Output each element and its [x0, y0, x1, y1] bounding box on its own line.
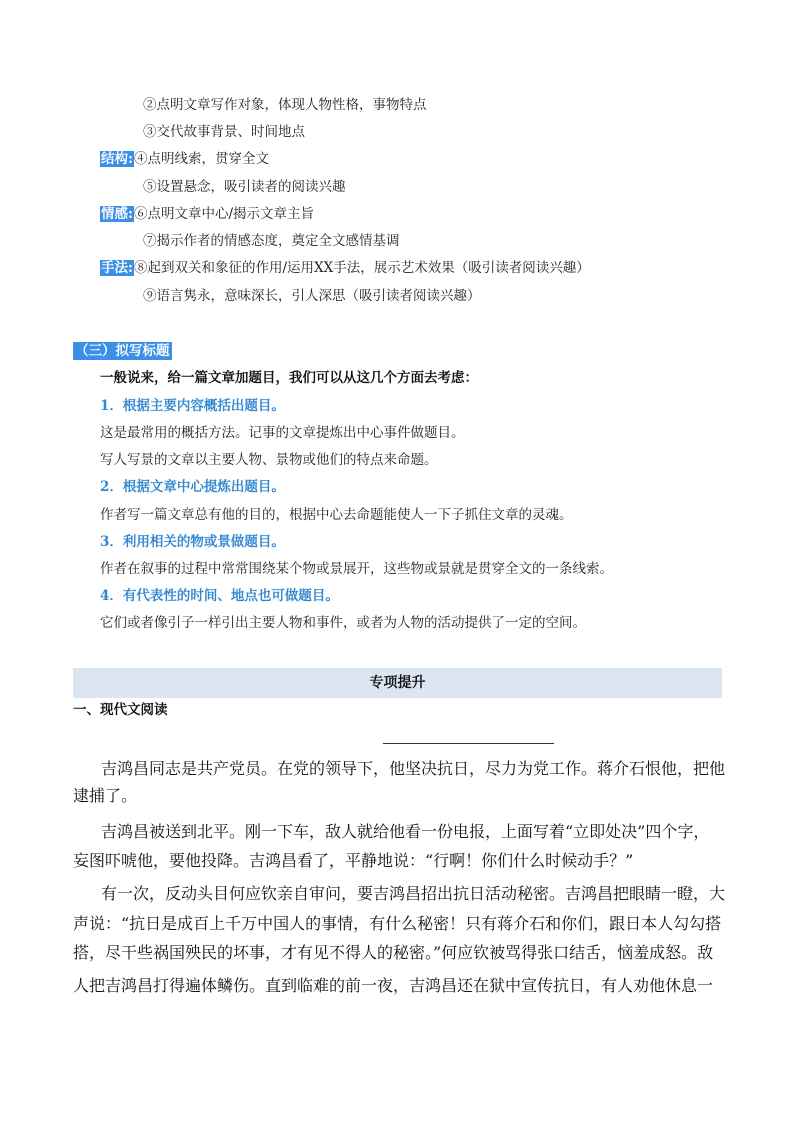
part-1-heading: 一、现代文阅读: [73, 702, 168, 718]
title-blank-line: [383, 743, 554, 744]
method-1-text-1: 这是最常用的概括方法。记事的文章提炼出中心事件做题目。: [100, 425, 465, 441]
section-3-tag: （三）拟写标题: [75, 343, 170, 359]
method-2-text: 作者写一篇文章总有他的目的，根据中心去命题能使人一下子抓住文章的灵魂。: [100, 507, 573, 523]
list-item-3: ③交代故事背景、时间地点: [143, 124, 305, 140]
story-p2-line-2: 妄图吓唬他，要他投降。吉鸿昌看了，平静地说：“行啊！你们什么时候动手？”: [73, 851, 634, 870]
method-3-text: 作者在叙事的过程中常常围绕某个物或景展开，这些物或景就是贯穿全文的一条线索。: [100, 561, 613, 577]
story-p3-line-3: 搭，尽干些祸国殃民的坏事，才有见不得人的秘密。”何应钦被骂得张口结舌，恼羞成怒。敌: [73, 943, 714, 962]
list-item-2: ②点明文章写作对象，体现人物性格，事物特点: [143, 97, 427, 113]
method-2-title: 2．根据文章中心提炼出题目。: [100, 479, 285, 495]
list-item-6: ⑥点明文章中心/揭示文章主旨: [133, 206, 315, 222]
emotion-label: 情感:: [101, 206, 133, 222]
list-item-7: ⑦揭示作者的情感态度，奠定全文感情基调: [143, 233, 400, 249]
story-p1-line-1: 吉鸿昌同志是共产党员。在党的领导下，他坚决抗日，尽力为党工作。蒋介石恨他，把他: [101, 759, 726, 778]
special-section-band: 专项提升: [73, 668, 722, 698]
story-p3-line-4: 人把吉鸿昌打得遍体鳞伤。直到临难的前一夜，吉鸿昌还在狱中宣传抗日，有人劝他休息一: [73, 976, 714, 995]
list-item-8: ⑧起到双关和象征的作用/运用XX手法，展示艺术效果（吸引读者阅读兴趣）: [133, 260, 590, 276]
method-4-text: 它们或者像引子一样引出主要人物和事件，或者为人物的活动提供了一定的空间。: [100, 615, 586, 631]
method-1-title: 1．根据主要内容概括出题目。: [100, 398, 285, 414]
method-4-title: 4．有代表性的时间、地点也可做题目。: [100, 588, 339, 604]
section-3-intro: 一般说来，给一篇文章加题目，我们可以从这几个方面去考虑：: [100, 370, 478, 386]
list-item-4-row: [100, 150, 269, 168]
list-item-5: ⑤设置悬念，吸引读者的阅读兴趣: [143, 179, 346, 195]
method-3-title: 3．利用相关的物或景做题目。: [100, 534, 285, 550]
technique-label: 手法:: [101, 260, 133, 276]
story-p3-line-1: 有一次，反动头目何应钦亲自审问，要吉鸿昌招出抗日活动秘密。吉鸿昌把眼睛一瞪，大: [101, 884, 726, 903]
structure-label: 结构:: [101, 151, 133, 167]
list-item-9: ⑨语言隽永，意味深长，引人深思（吸引读者阅读兴趣）: [143, 288, 481, 304]
story-p1-line-2: 逮捕了。: [73, 786, 138, 805]
list-item-8-row: [100, 259, 590, 277]
list-item-6-row: [100, 205, 314, 223]
method-1-text-2: 写人写景的文章以主要人物、景物或他们的特点来命题。: [100, 452, 438, 468]
story-p3-line-2: 声说：“抗日是成百上千万中国人的事情，有什么秘密！只有蒋介石和你们，跟日本人勾勾搭: [73, 914, 722, 933]
story-p2-line-1: 吉鸿昌被送到北平。刚一下车，敌人就给他看一份电报，上面写着“立即处决”四个字，: [101, 822, 710, 841]
list-item-4: ④点明线索，贯穿全文: [133, 151, 269, 167]
